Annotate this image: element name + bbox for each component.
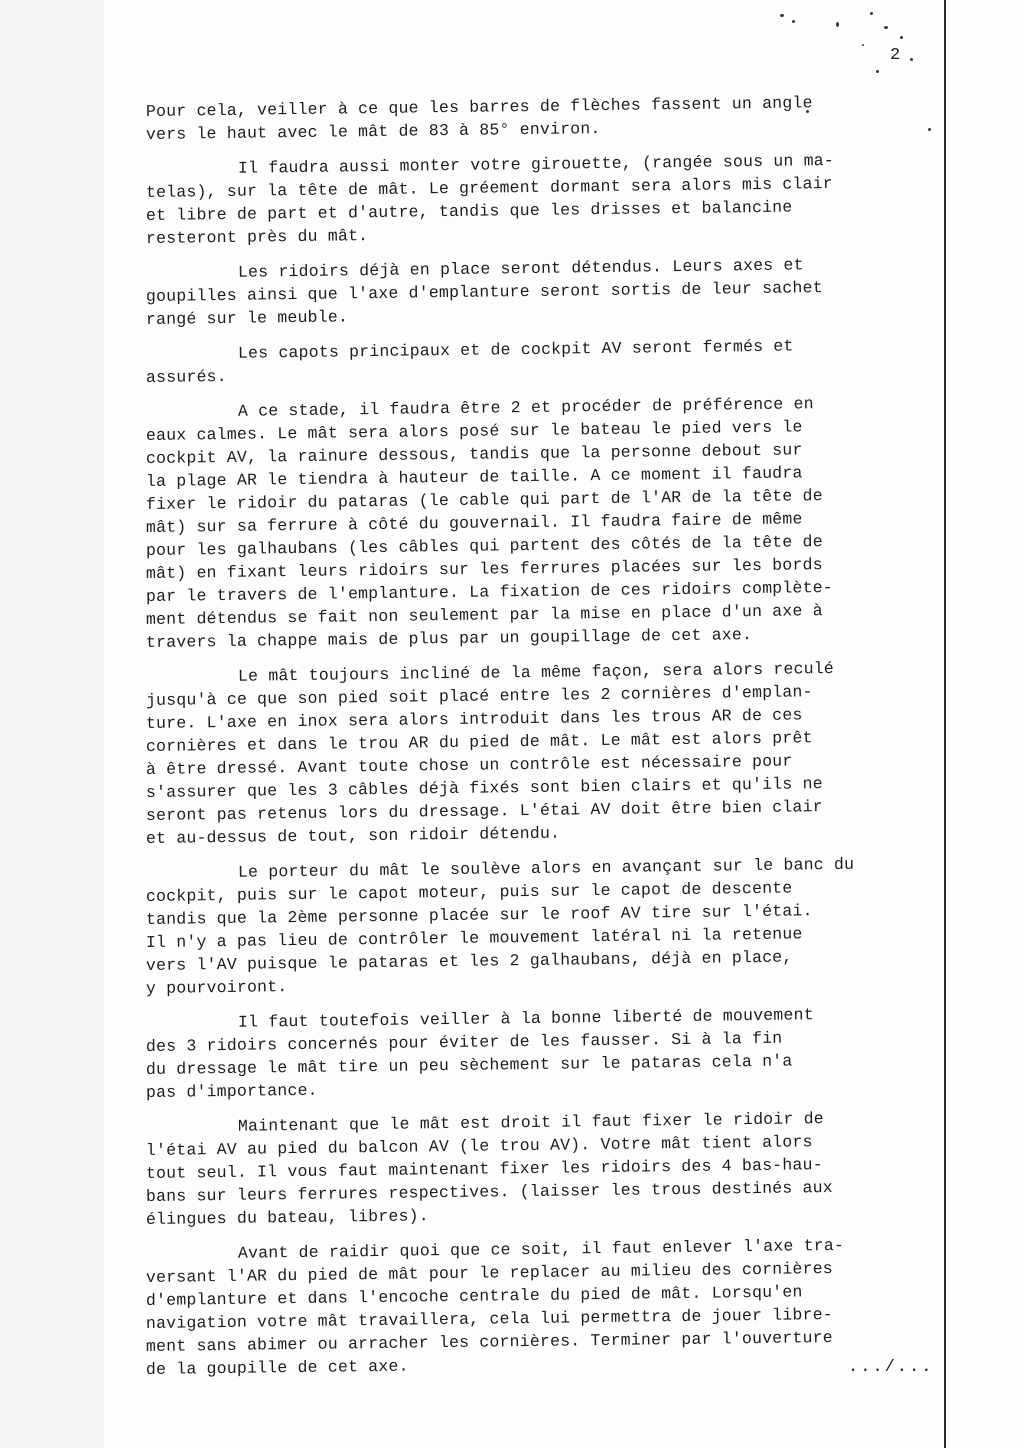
text-line: mât) en fixant leurs ridoirs sur les ferrures placées sur les bords (145, 555, 823, 583)
text-line: cockpit, puis sur le capot moteur, puis sur le capot de descente (145, 878, 793, 906)
page-number: 2 (890, 46, 901, 65)
text-line: y pourvoiront. (145, 977, 288, 998)
text-line: s'assurer que les 3 câbles déjà fixés sont bien clairs et qu'ils ne (145, 774, 823, 802)
text-line: l'étai AV au pied du balcon AV (le trou AV). Votre mât tient alors (145, 1132, 813, 1160)
paragraph (145, 150, 986, 250)
text-line: ment détendus se fait non seulement par la mise en place d'un axe à (145, 601, 823, 629)
paragraph (145, 658, 986, 850)
text-line: Les capots principaux et de cockpit AV seront fermés et (237, 336, 794, 363)
text-line: Il faudra aussi monter votre girouette, (rangée sous un ma- (237, 150, 835, 178)
text-line: seront pas retenus lors du dressage. L'étai AV doit être bien clair (145, 797, 823, 825)
text-line: Pour cela, veiller à ce que les barres de flèches fassent un angle (145, 93, 813, 121)
text-line: travers la chappe mais de plus par un goupillage de cet axe. (145, 625, 753, 652)
text-line: bans sur leurs ferrures respectives. (laisser les trous destinés aux (145, 1178, 833, 1206)
text-line: par le travers de l'emplanture. La fixation de ces ridoirs complète- (145, 578, 833, 606)
text-line: Le porteur du mât le soulève alors en avançant sur le banc du (237, 854, 855, 882)
text-line: Avant de raidir quoi que ce soit, il faut enlever l'axe tra- (237, 1235, 845, 1263)
document-body (145, 93, 986, 1393)
continuation-mark: .../... (848, 1358, 934, 1377)
text-line: ment sans abimer ou arracher les cornières. Terminer par l'ouverture (145, 1328, 833, 1356)
text-line: jusqu'à ce que son pied soit placé entre les 2 cornières d'emplan- (145, 682, 813, 710)
text-line: Le mât toujours incliné de la même façon, sera alors reculé (237, 658, 835, 686)
text-line: élingues du bateau, libres). (145, 1206, 429, 1229)
text-line: navigation votre mât travaillera, cela lui permettra de jouer libre- (145, 1305, 833, 1333)
paragraph (145, 336, 986, 389)
text-line: tout seul. Il vous faut maintenant fixer les ridoirs des 4 bas-hau- (145, 1155, 823, 1183)
text-line: goupilles ainsi que l'axe d'emplanture seront sortis de leur sachet (145, 278, 823, 306)
text-line: resteront près du mât. (145, 226, 369, 248)
text-line: pour les galhaubans (les câbles qui partent des côtés de la tête de (145, 532, 823, 560)
text-line: cornières et dans le trou AR du pied de mât. Le mât est alors prêt (145, 728, 813, 756)
paragraph (145, 394, 986, 654)
paragraph (145, 1109, 986, 1231)
text-line: Il n'y a pas lieu de contrôler le mouvement latéral ni la retenue (145, 924, 803, 952)
text-line: telas), sur la tête de mât. Le gréement dormant sera alors mis clair (145, 174, 833, 202)
text-line: d'emplanture et dans l'encoche centrale du pied de mât. Lorsqu'en (145, 1282, 803, 1310)
text-line: vers le haut avec le mât de 83 à 85° environ. (145, 119, 601, 144)
paragraph (145, 255, 986, 331)
text-line: à être dressé. Avant toute chose un contrôle est nécessaire pour (145, 751, 793, 779)
text-line: vers l'AV puisque le pataras et les 2 galhaubans, déjà en place, (145, 947, 793, 975)
text-line: la plage AR le tiendra à hauteur de taille. A ce moment il faudra (145, 463, 803, 491)
text-line: versant l'AR du pied de mât pour le replacer au milieu des cornières (145, 1259, 833, 1287)
paragraph (145, 1005, 986, 1104)
text-line: ture. L'axe en inox sera alors introduit dans les trous AR de ces (145, 705, 803, 733)
text-line: assurés. (145, 366, 227, 387)
text-line: tandis que la 2ème personne placée sur le roof AV tire sur l'étai. (145, 901, 813, 929)
text-line: des 3 ridoirs concernés pour éviter de les fausser. Si à la fin (145, 1028, 783, 1056)
text-line: du dressage le mât tire un peu sèchement sur le pataras cela n'a (145, 1051, 793, 1079)
paragraph (145, 854, 986, 1000)
text-line: fixer le ridoir du pataras (le cable qui part de l'AR de la tête de (145, 486, 823, 514)
text-line: pas d'importance. (145, 1080, 318, 1102)
text-line: eaux calmes. Le mât sera alors posé sur le bateau le pied vers le (145, 417, 803, 445)
scan-margin (0, 0, 104, 1448)
text-line: Les ridoirs déjà en place seront détendus. Leurs axes et (237, 255, 804, 282)
text-line: A ce stade, il faudra être 2 et procéder de préférence en (237, 394, 814, 421)
text-line: Il faut toutefois veiller à la bonne liberté de mouvement (237, 1005, 814, 1032)
text-line: rangé sur le meuble. (145, 307, 349, 329)
paragraph (145, 93, 986, 146)
text-line: et au-dessus de tout, son ridoir détendu. (145, 823, 561, 848)
text-line: Maintenant que le mât est droit il faut fixer le ridoir de (237, 1109, 824, 1136)
text-line: mât) sur sa ferrure à côté du gouvernail. Il faudra faire de même (145, 509, 803, 537)
text-line: cockpit AV, la rainure dessous, tandis que la personne debout sur (145, 440, 803, 468)
text-line: de la goupille de cet axe. (145, 1356, 409, 1379)
text-line: et libre de part et d'autre, tandis que les drisses et balancine (145, 197, 793, 225)
